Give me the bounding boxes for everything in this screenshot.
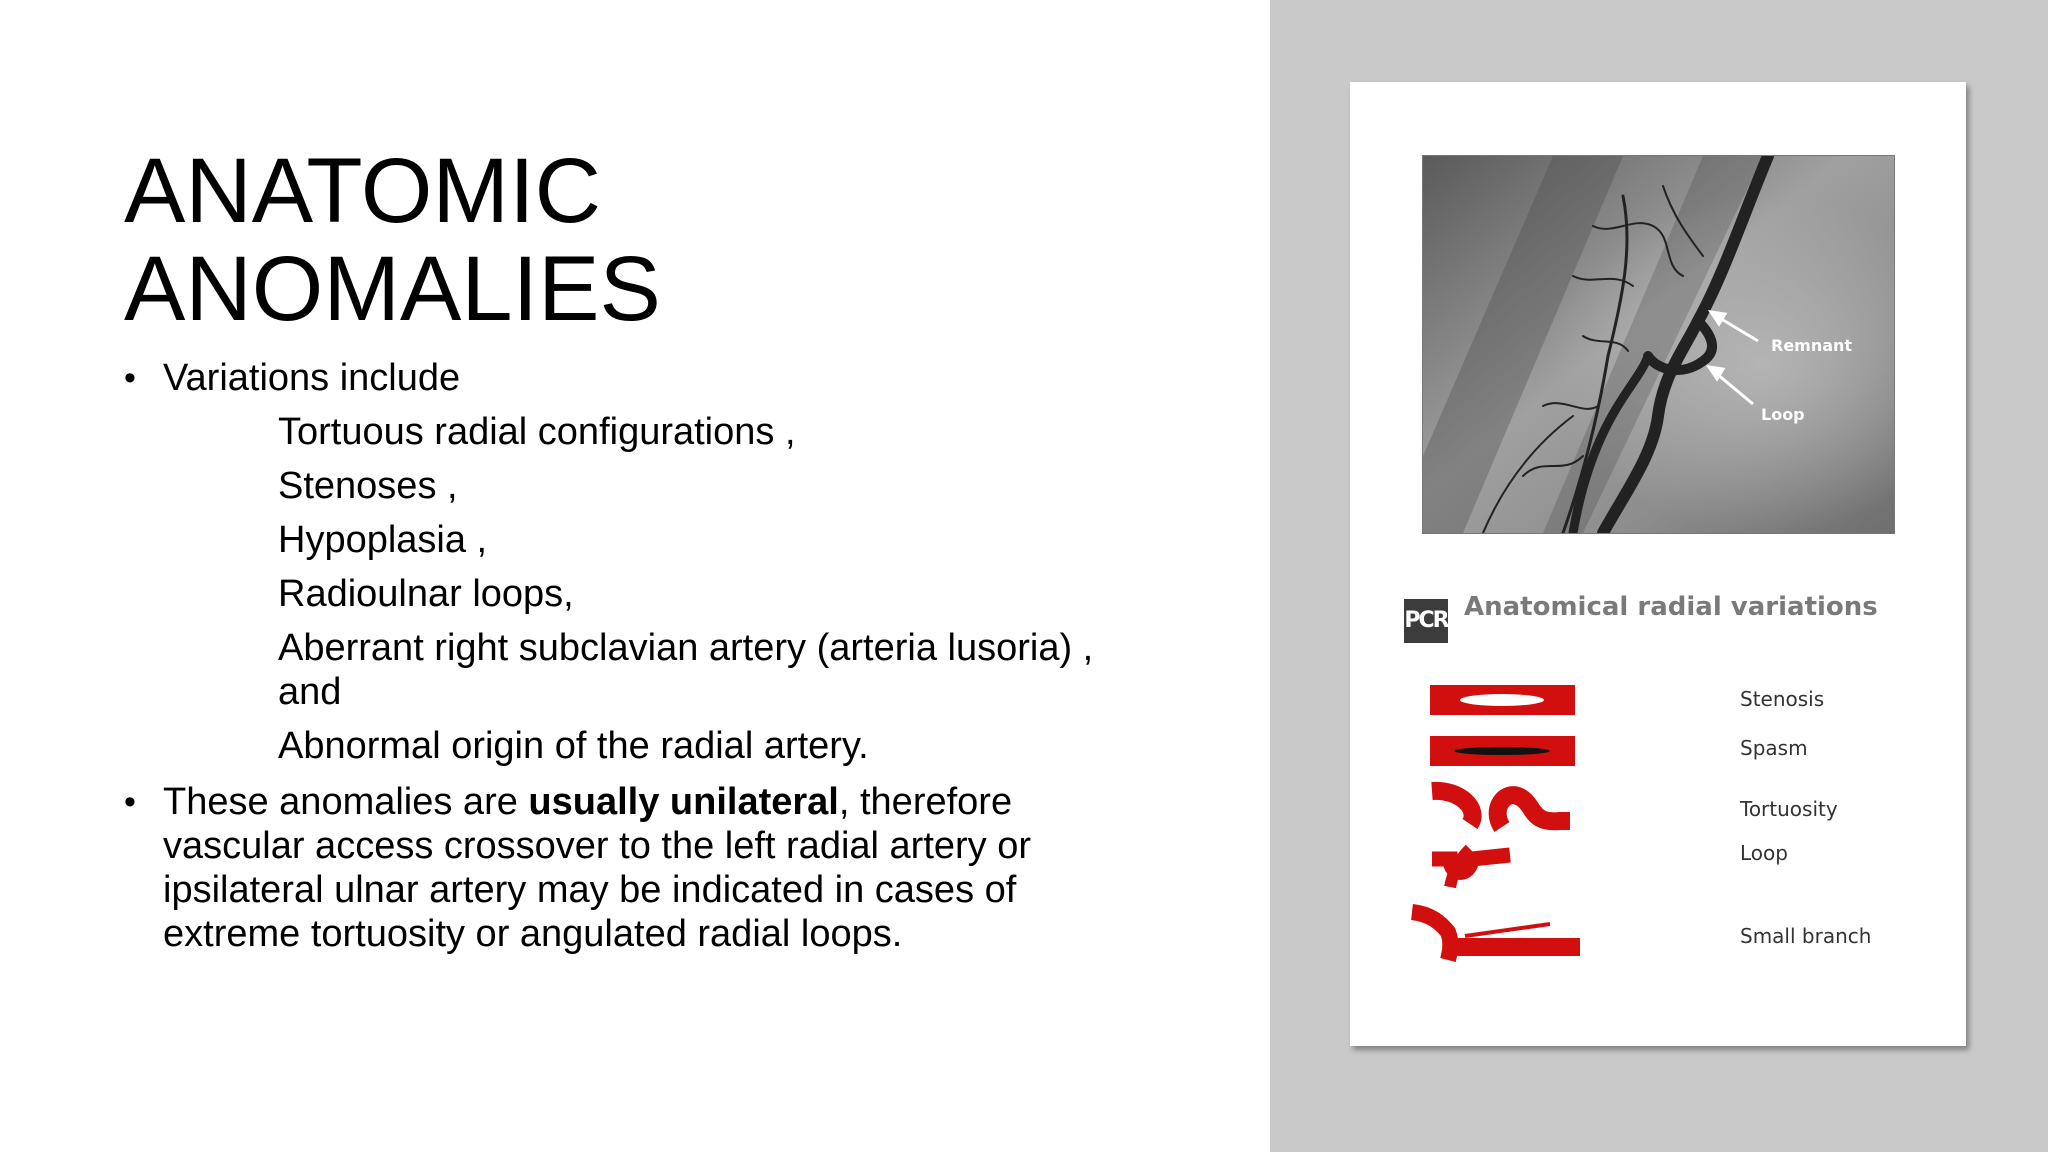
- variation-row: [1410, 902, 1950, 962]
- bullet-marker: •: [124, 359, 136, 397]
- title-line-1: ANATOMIC: [124, 140, 602, 242]
- tortuosity-icon: [1410, 779, 1590, 839]
- bullet-text-before: These anomalies are: [163, 781, 529, 823]
- slide-title: [124, 142, 661, 338]
- bullet-unilateral: [124, 780, 1123, 956]
- sub-item: Abnormal origin of the radial artery.: [278, 725, 869, 767]
- label-loop: Loop: [1761, 405, 1805, 424]
- bullet-marker: •: [124, 783, 136, 821]
- bullet-list: [124, 356, 1184, 956]
- figure-panel: [1350, 82, 1966, 1046]
- bullet-text-bold: usually unilateral: [528, 781, 839, 823]
- label-remnant: Remnant: [1771, 336, 1853, 355]
- variation-label: Spasm: [1740, 736, 1808, 760]
- variation-row: [1410, 837, 1950, 897]
- angiogram-image: [1422, 155, 1895, 534]
- variation-row: [1410, 779, 1950, 839]
- sub-item: Stenoses ,: [278, 465, 458, 507]
- bullet-text-after: , therefore vascular access crossover to the left radial artery or ipsilateral ulnar artery may be indicated in cases of extreme tortuosity or angulated radial loops.: [163, 781, 1032, 955]
- sub-item: Hypoplasia ,: [278, 519, 488, 561]
- variations-title: Anatomical radial variations: [1464, 592, 1878, 622]
- bullet-text: Variations include: [163, 357, 461, 399]
- bullet-variations: [124, 356, 1184, 768]
- sub-item: Aberrant right subclavian artery (arteria lusoria) , and: [278, 627, 1094, 713]
- variation-label: Small branch: [1740, 924, 1872, 948]
- variation-label: Stenosis: [1740, 687, 1825, 711]
- variation-label: Tortuosity: [1740, 797, 1838, 821]
- sub-item: Tortuous radial configurations ,: [278, 411, 796, 453]
- variation-label: Loop: [1740, 841, 1788, 865]
- variations-sublist: [278, 410, 1158, 768]
- loop-icon: [1410, 837, 1590, 897]
- pcr-logo: PCR: [1404, 599, 1448, 643]
- title-line-2: ANOMALIES: [124, 238, 661, 340]
- small-branch-icon: [1410, 902, 1590, 962]
- sub-item: Radioulnar loops,: [278, 573, 574, 615]
